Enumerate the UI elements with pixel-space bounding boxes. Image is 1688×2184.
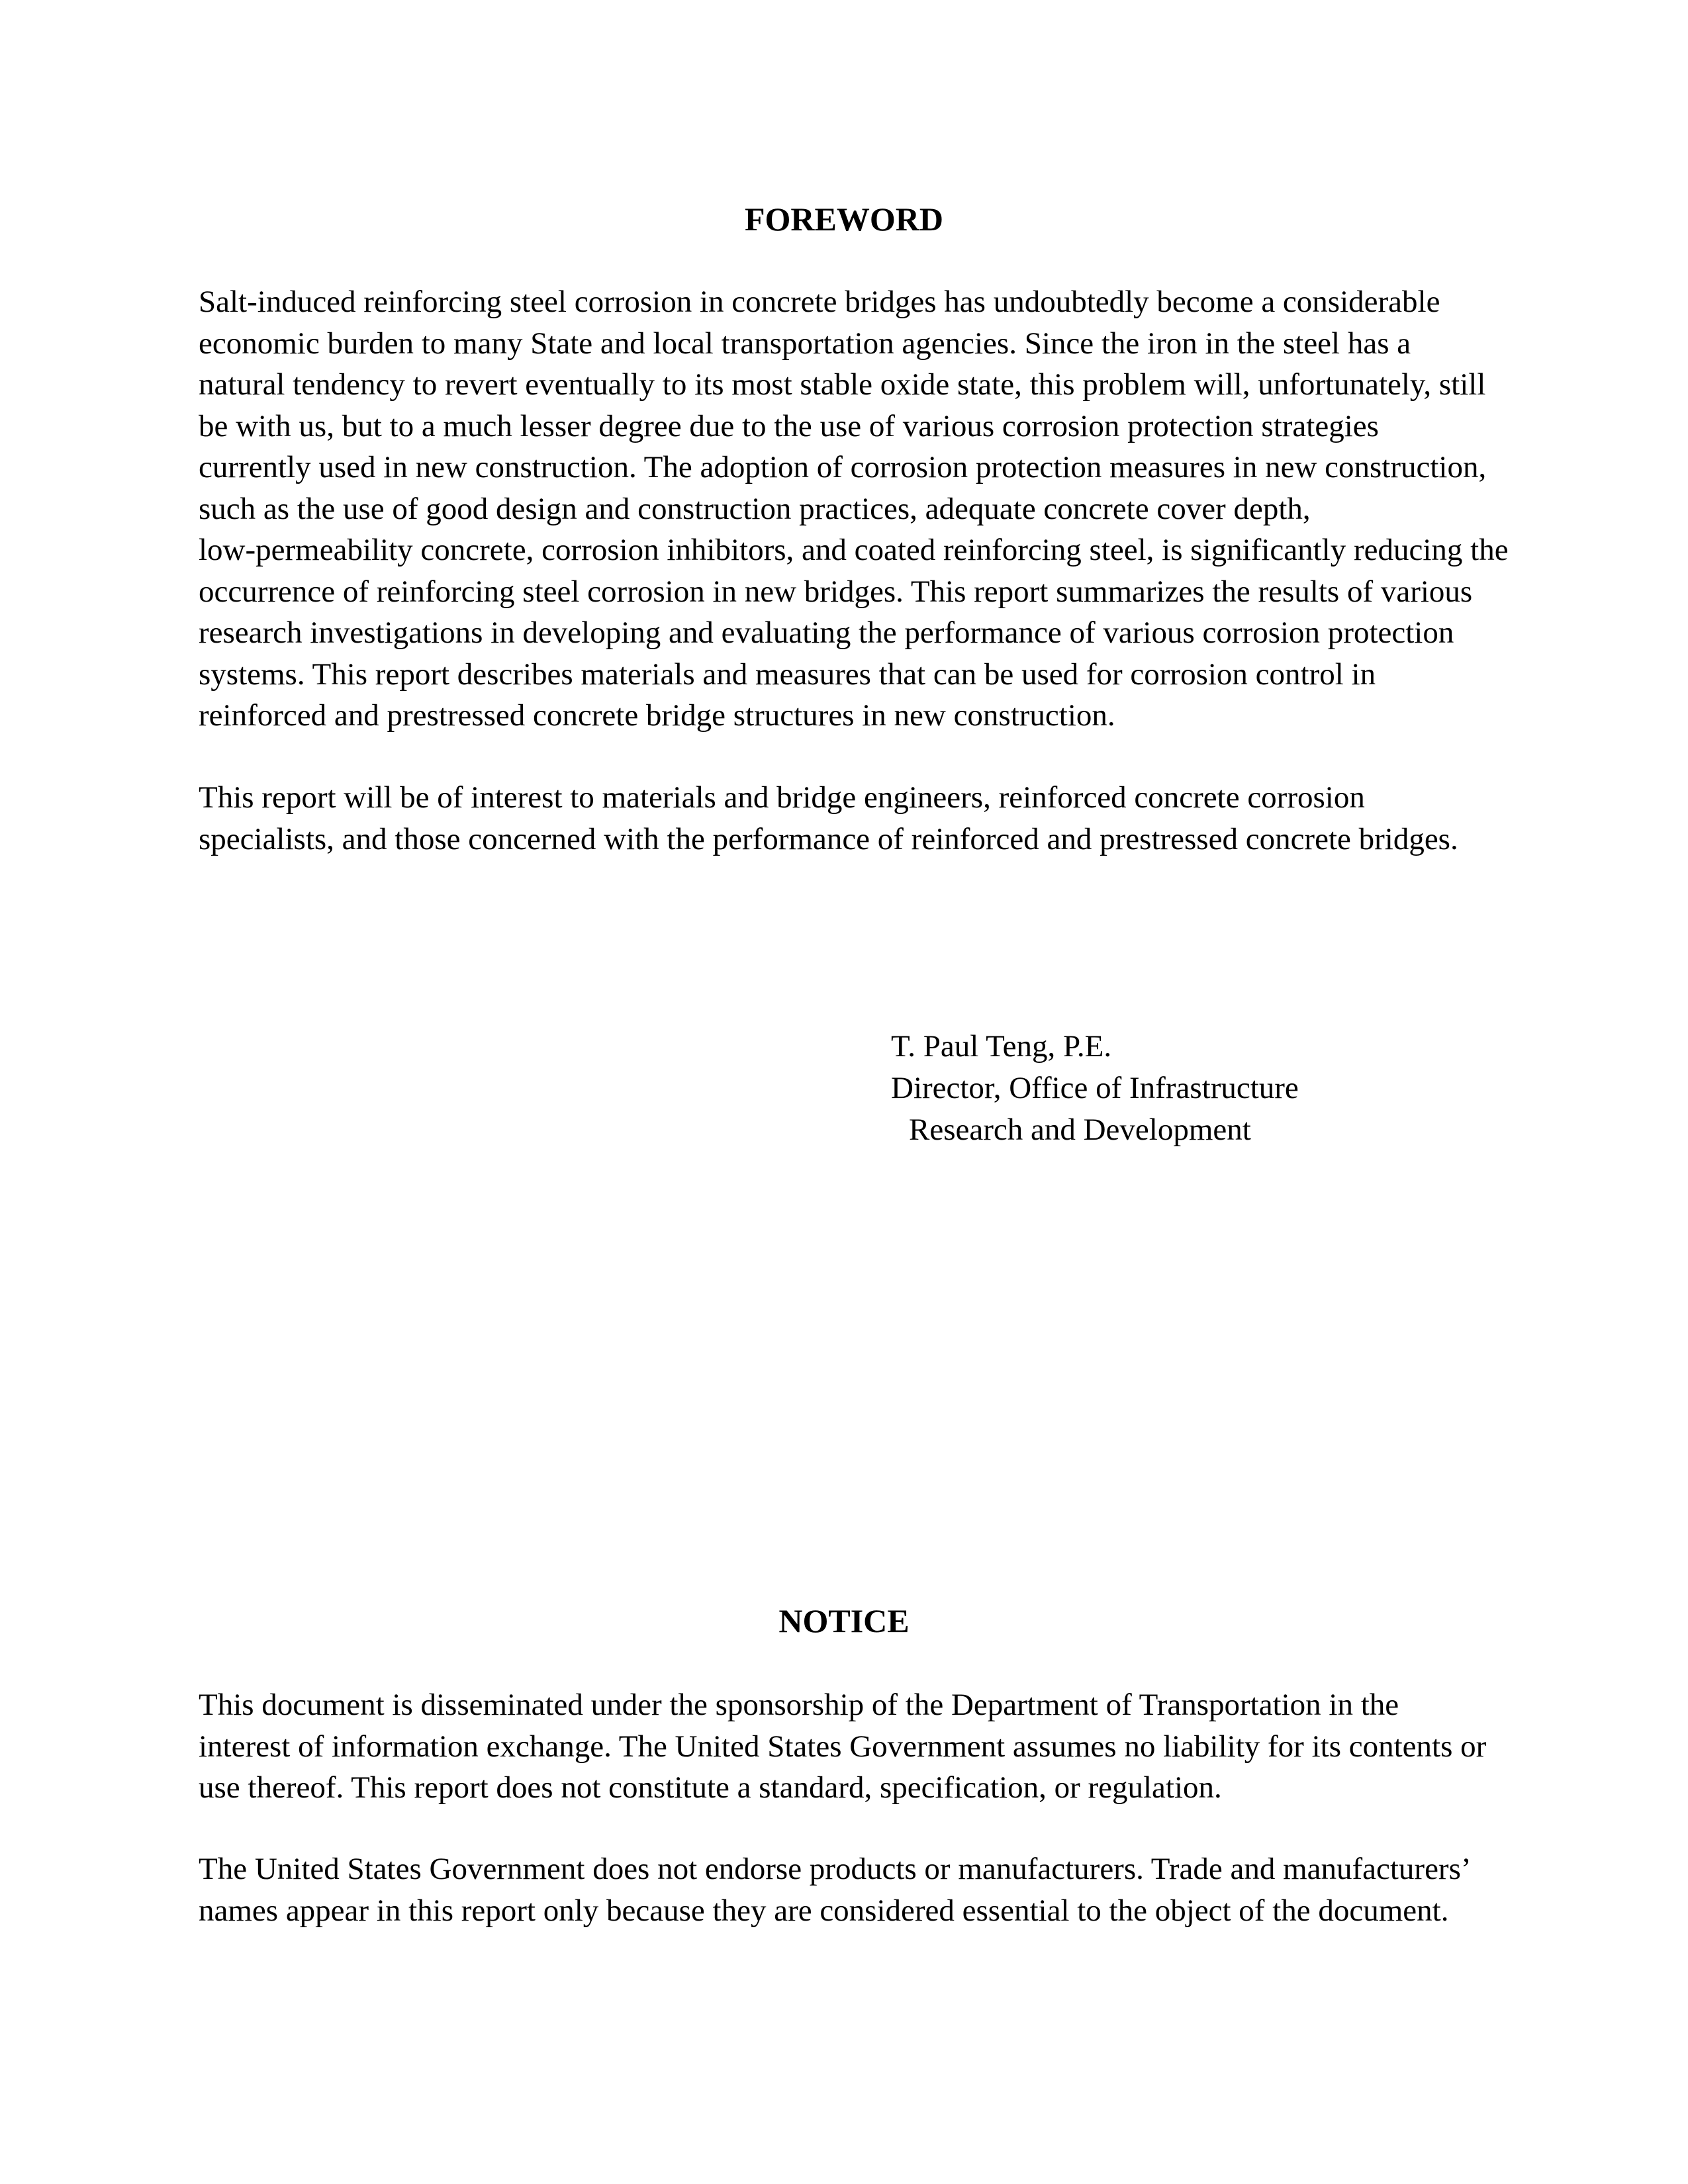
text-line: interest of information exchange. The United States Government assumes no liability for its contents or <box>199 1729 1487 1764</box>
text-line: research investigations in developing and evaluating the performance of various corrosion protection <box>199 615 1454 650</box>
text-line: This report will be of interest to materials and bridge engineers, reinforced concrete corrosion <box>199 780 1365 815</box>
signatory-title-continued: Research and Development <box>909 1113 1251 1147</box>
foreword-paragraph-2 <box>199 777 1496 860</box>
text-line: economic burden to many State and local transportation agencies. Since the iron in the steel has a <box>199 326 1411 361</box>
text-line: occurrence of reinforcing steel corrosion in new bridges. This report summarizes the results of various <box>199 574 1473 609</box>
text-line: natural tendency to revert eventually to its most stable oxide state, this problem will, unfortunately, still <box>199 367 1486 402</box>
signatory-title: Director, Office of Infrastructure <box>891 1071 1299 1105</box>
notice-paragraph-2 <box>199 1848 1496 1931</box>
notice-paragraph-1 <box>199 1684 1496 1809</box>
text-line: This document is disseminated under the sponsorship of the Department of Transportation in the <box>199 1688 1399 1722</box>
foreword-paragraph-1 <box>199 281 1509 737</box>
text-line: be with us, but to a much lesser degree due to the use of various corrosion protection strategies <box>199 408 1379 443</box>
text-line: specialists, and those concerned with the performance of reinforced and prestressed concrete bridges. <box>199 821 1458 856</box>
text-line: currently used in new construction. The adoption of corrosion protection measures in new construction, <box>199 450 1487 484</box>
notice-heading: NOTICE <box>778 1602 910 1639</box>
text-line: use thereof. This report does not constitute a standard, specification, or regulation. <box>199 1770 1222 1805</box>
text-line: systems. This report describes materials and measures that can be used for corrosion control in <box>199 657 1376 692</box>
text-line: names appear in this report only because they are considered essential to the object of the document. <box>199 1893 1449 1928</box>
text-line: low-permeability concrete, corrosion inhibitors, and coated reinforcing steel, is significantly reducing the <box>199 533 1509 567</box>
signatory-name: T. Paul Teng, P.E. <box>891 1029 1112 1064</box>
text-line: The United States Government does not endorse products or manufacturers. Trade and manufacturers’ <box>199 1852 1472 1886</box>
text-line: reinforced and prestressed concrete bridge structures in new construction. <box>199 698 1115 733</box>
foreword-heading: FOREWORD <box>745 201 943 238</box>
signature-block <box>891 1026 1299 1151</box>
text-line: Salt-induced reinforcing steel corrosion in concrete bridges has undoubtedly become a considerable <box>199 285 1440 319</box>
text-line: such as the use of good design and construction practices, adequate concrete cover depth, <box>199 491 1311 526</box>
